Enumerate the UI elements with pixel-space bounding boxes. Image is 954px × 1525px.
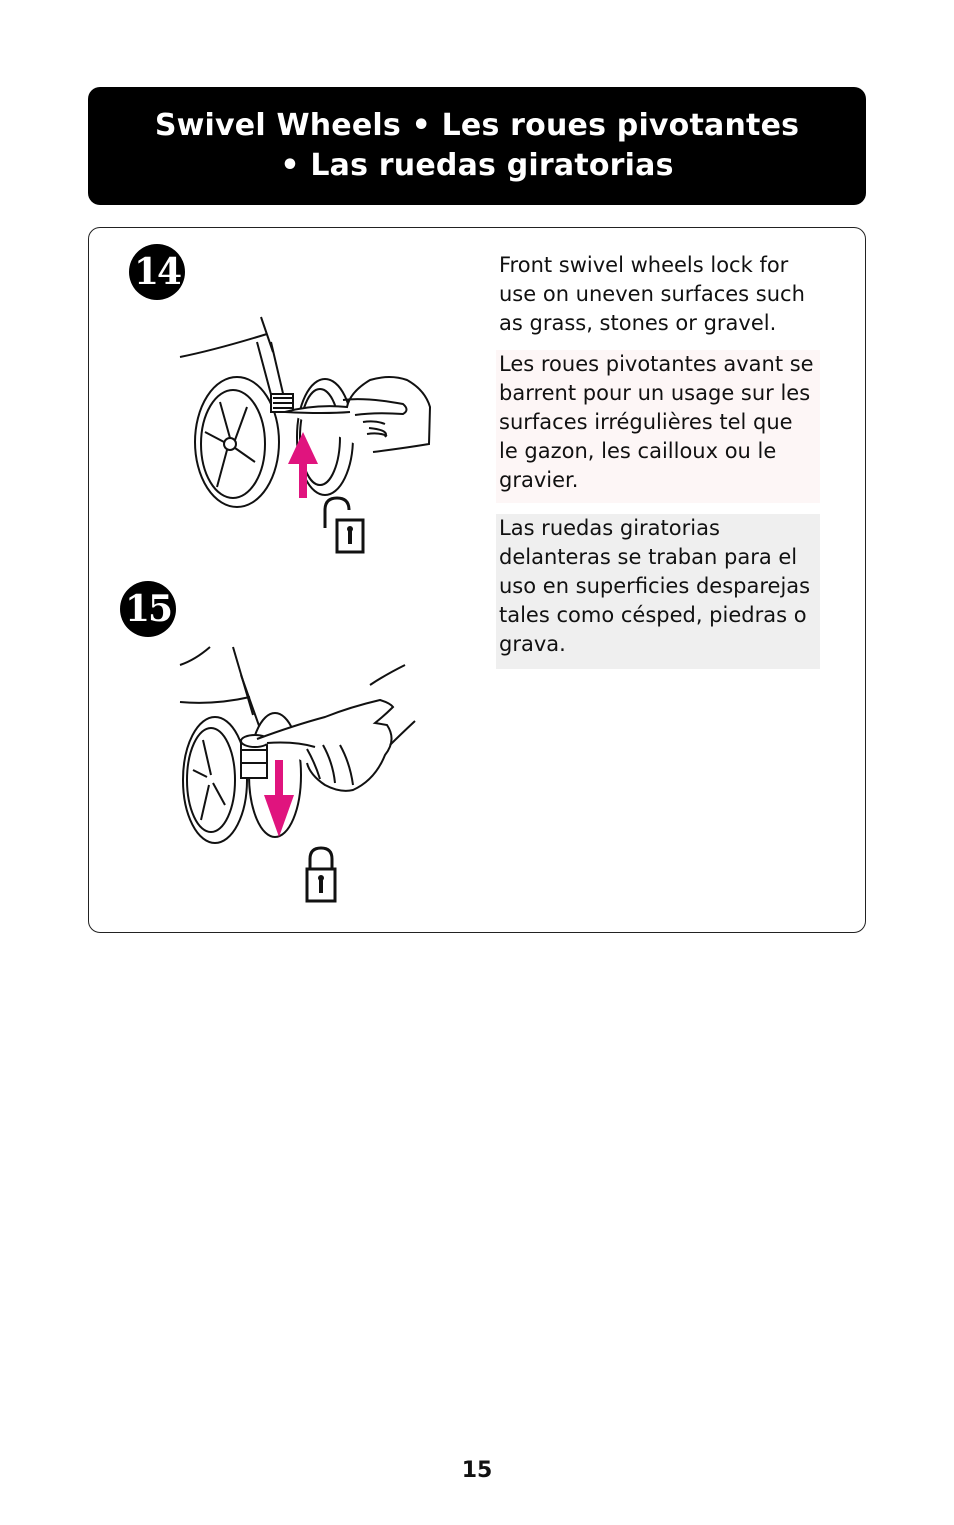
unlocked-padlock-icon [325, 498, 363, 552]
instructions-spanish: Las ruedas giratorias delanteras se traban para el uso en superficies desparejas tales como césped, piedras o grava. [496, 514, 820, 669]
step-15-badge: 15 [120, 581, 176, 637]
step-14-badge: 14 [129, 244, 185, 300]
instructions-english: Front swivel wheels lock for use on uneven surfaces such as grass, stones or gravel. [499, 253, 805, 335]
locked-padlock-icon [307, 848, 335, 901]
header-title-line-1: Swivel Wheels • Les roues pivotantes [154, 108, 800, 143]
instructions-french: Les roues pivotantes avant se barrent pour un usage sur les surfaces irrégulières tel que le gazon, les cailloux ou le gravier. [496, 350, 820, 503]
page-number: 15 [461, 1458, 493, 1483]
header-title-line-2: • Las ruedas giratorias [280, 148, 674, 183]
wheel-unlock-illustration [175, 312, 445, 562]
wheel-lock-illustration [175, 645, 425, 907]
section-header [88, 87, 866, 205]
